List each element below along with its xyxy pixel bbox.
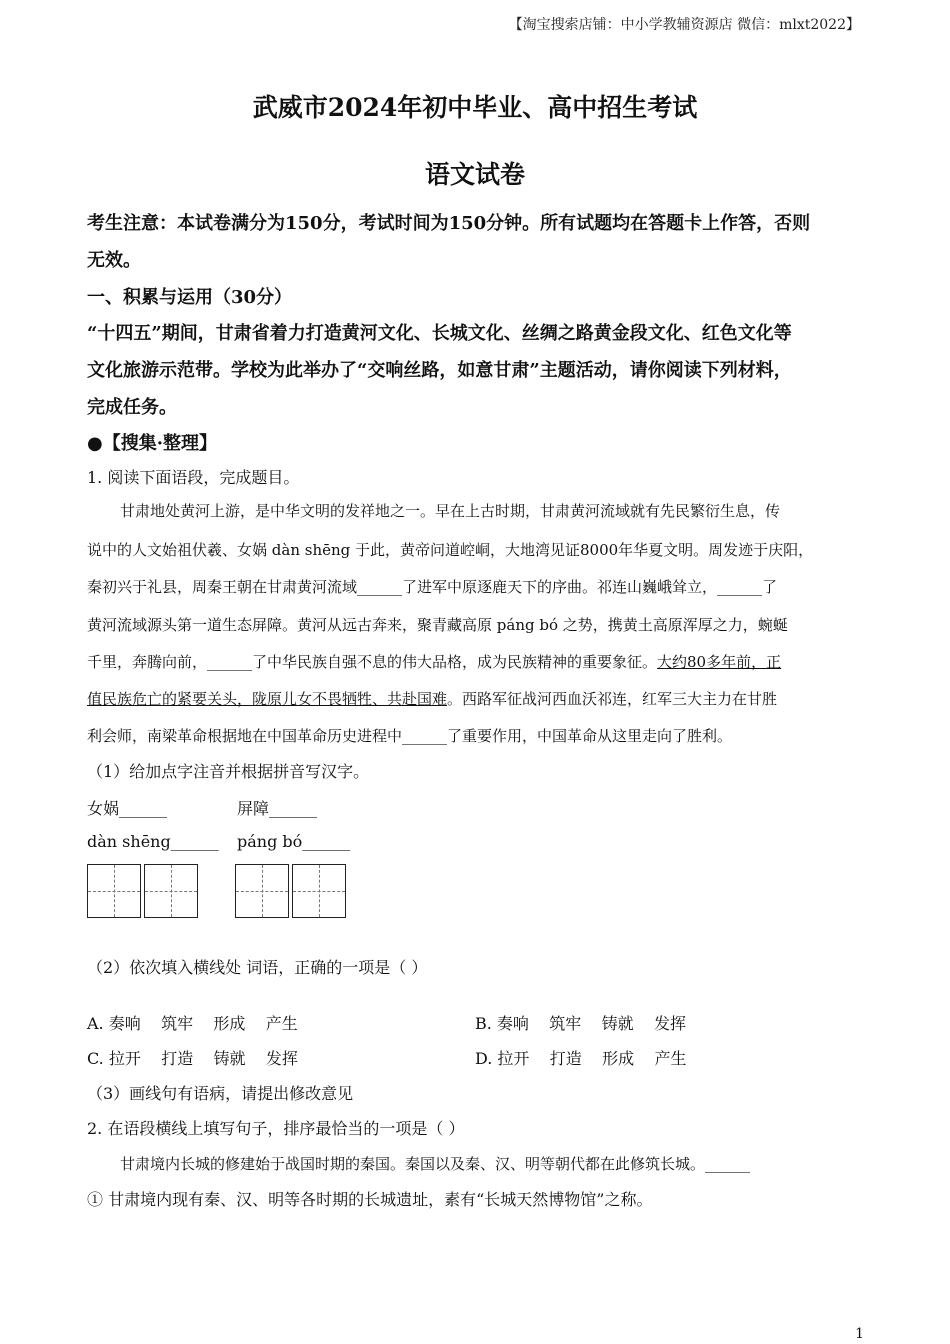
exam-title: 武威市2024年初中毕业、高中招生考试	[252, 93, 698, 122]
underlined-sentence-end: 值民族危亡的紧要关头，陇原儿女不畏牺牲、共赴国难	[87, 690, 448, 708]
word-nuwa: 女娲______	[87, 799, 168, 818]
passage-line-2: 说中的人文始祖伏羲、女娲 dàn shēng 于此，黄帝问道崆峒，大地湾见证8000年华夏文明。周发迹于庆阳，	[87, 541, 814, 559]
intro-line-2: 文化旅游示范带。学校为此举办了“交响丝路，如意甘肃”主题活动，请你阅读下列材料，	[87, 360, 792, 381]
passage-line-3: 秦初兴于礼县，周秦王朝在甘肃黄河流域______了进军中原逐鹿天下的序曲。祁连山巍峨耸立，______了	[87, 578, 778, 596]
exam-subtitle: 语文试卷	[424, 160, 525, 189]
passage-line-7: 利会师，南梁革命根据地在中国革命历史进程中______了重要作用，中国革命从这里走向了胜利。	[87, 727, 733, 745]
passage-line-6	[87, 688, 777, 709]
passage-line-4: 黄河流域源头第一道生态屏障。黄河从远古奔来，聚青藏高原 páng bó 之势，携黄土高原浑厚之力，蜿蜒	[87, 616, 788, 634]
option-a[interactable]: A. 奏响 筑牢 形成 产生	[87, 1014, 298, 1033]
passage-line-5-text: 千里，奔腾向前，______了中华民族自强不息的伟大品格，成为民族精神的重要象征。	[87, 653, 658, 671]
subquestion-2: （2）依次填入横线处 词语，正确的一项是（ ）	[87, 958, 428, 977]
question-2-passage: 甘肃境内长城的修建始于战国时期的秦国。秦国以及秦、汉、明等朝代都在此修筑长城。______	[120, 1155, 751, 1173]
notice-line-2: 无效。	[87, 250, 141, 271]
subquestion-1: （1）给加点字注音并根据拼音写汉字。	[87, 762, 370, 781]
intro-line-1: “十四五”期间，甘肃省着力打造黄河文化、长城文化、丝绸之路黄金段文化、红色文化等	[87, 323, 792, 344]
page-number: 1	[855, 1326, 864, 1342]
passage-line-5	[87, 651, 781, 672]
intro-line-3: 完成任务。	[87, 397, 177, 418]
passage-line-1: 甘肃地处黄河上游，是中华文明的发祥地之一。早在上古时期，甘肃黄河流域就有先民繁衍生息，传	[120, 502, 781, 520]
word-pingzhang: 屏障______	[237, 799, 318, 818]
option-c[interactable]: C. 拉开 打造 铸就 发挥	[87, 1049, 298, 1068]
notice-line-1: 考生注意：本试卷满分为150分，考试时间为150分钟。所有试题均在答题卡上作答，否则	[87, 213, 811, 234]
writing-box-2[interactable]	[144, 864, 198, 918]
subquestion-3: （3）画线句有语病，请提出修改意见	[87, 1084, 354, 1103]
header-note: 【淘宝搜索店铺：中小学教辅资源店 微信：mlxt2022】	[508, 17, 860, 33]
section-heading: 一、积累与运用（30分）	[87, 287, 293, 308]
option-d[interactable]: D. 拉开 打造 形成 产生	[475, 1049, 687, 1068]
writing-box-4[interactable]	[292, 864, 346, 918]
option-b[interactable]: B. 奏响 筑牢 铸就 发挥	[475, 1014, 686, 1033]
question-1-prompt: 1. 阅读下面语段，完成题目。	[87, 468, 300, 487]
question-2-item-1: ① 甘肃境内现有秦、汉、明等各时期的长城遗址，素有“长城天然博物馆”之称。	[87, 1190, 653, 1209]
writing-box-1[interactable]	[87, 864, 141, 918]
underlined-sentence-start: 大约80多年前，正	[657, 653, 782, 671]
passage-line-6-text: 。西路军征战河西血沃祁连，红军三大主力在甘胜	[447, 690, 778, 708]
pinyin-pangbo: páng bó______	[237, 832, 351, 851]
writing-box-3[interactable]	[235, 864, 289, 918]
pinyin-dansheng: dàn shēng______	[87, 832, 219, 851]
question-2-prompt: 2. 在语段横线上填写句子，排序最恰当的一项是（ ）	[87, 1119, 465, 1138]
subsection-heading: ●【搜集·整理】	[87, 433, 217, 454]
